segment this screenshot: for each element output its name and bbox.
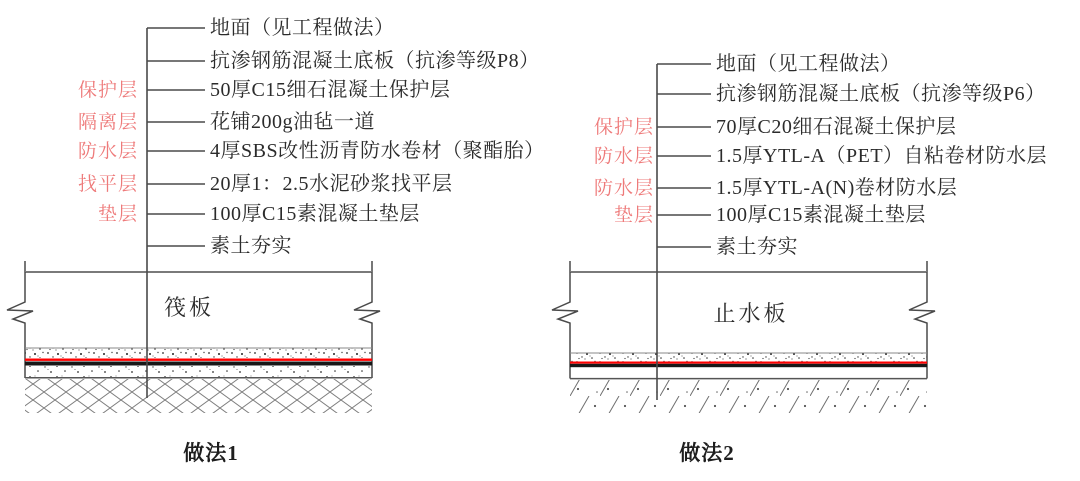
layer-label: 抗渗钢筋混凝土底板（抗渗等级P8） (210, 50, 540, 72)
membrane-dark-band (570, 364, 927, 367)
cushion-layer-band (25, 366, 372, 378)
layer-label: 4厚SBS改性沥青防水卷材（聚酯胎） (210, 140, 545, 162)
layer-tag: 隔离层 (77, 112, 138, 133)
layer-tag: 保护层 (593, 117, 654, 138)
compacted-soil-hatch (25, 379, 372, 413)
slab-label-raft: 筏板 (163, 295, 215, 320)
layer-tag: 找平层 (77, 174, 138, 195)
layer-label: 地面（见工程做法） (716, 53, 901, 75)
leader-lines-2 (657, 64, 711, 400)
layer-label: 抗渗钢筋混凝土底板（抗渗等级P6） (716, 83, 1046, 105)
layer-label: 100厚C15素混凝土垫层 (210, 203, 420, 225)
layer-label: 地面（见工程做法） (210, 17, 395, 39)
layer-tag: 垫层 (613, 205, 654, 226)
caption-method-2: 做法2 (679, 441, 735, 465)
layer-label: 50厚C15细石混凝土保护层 (210, 79, 451, 101)
layer-tag: 防水层 (77, 141, 138, 162)
layer-label: 70厚C20细石混凝土保护层 (716, 116, 957, 138)
membrane-dark-band (25, 362, 372, 366)
protection-layer-band (25, 349, 372, 359)
layer-label: 素土夯实 (716, 236, 798, 258)
protection-layer-band (570, 354, 927, 362)
slab-corner-ticks (25, 261, 372, 272)
layer-label: 素土夯实 (210, 235, 292, 257)
layer-label: 1.5厚YTL-A(N)卷材防水层 (716, 177, 958, 199)
layer-label: 花铺200g油毡一道 (210, 111, 375, 133)
layer-tag: 防水层 (593, 178, 654, 199)
layer-label: 1.5厚YTL-A（PET）自粘卷材防水层 (716, 145, 1048, 167)
layer-label: 20厚1：2.5水泥砂浆找平层 (210, 173, 453, 195)
section-drawing-1 (7, 261, 380, 413)
caption-method-1: 做法1 (183, 441, 239, 465)
waterproof-membrane-red-line (570, 362, 927, 364)
layer-tag: 垫层 (97, 204, 138, 225)
layer-tag: 保护层 (77, 80, 138, 101)
soil-hatch (570, 380, 927, 413)
leader-lines-1 (147, 28, 205, 398)
section-drawing-2 (552, 261, 935, 413)
waterproof-membrane-red-line (25, 359, 372, 361)
layer-tag: 防水层 (593, 146, 654, 167)
layer-label: 100厚C15素混凝土垫层 (716, 204, 926, 226)
slab-label-waterstop: 止水板 (713, 301, 789, 326)
slab-corner-ticks (570, 261, 927, 272)
